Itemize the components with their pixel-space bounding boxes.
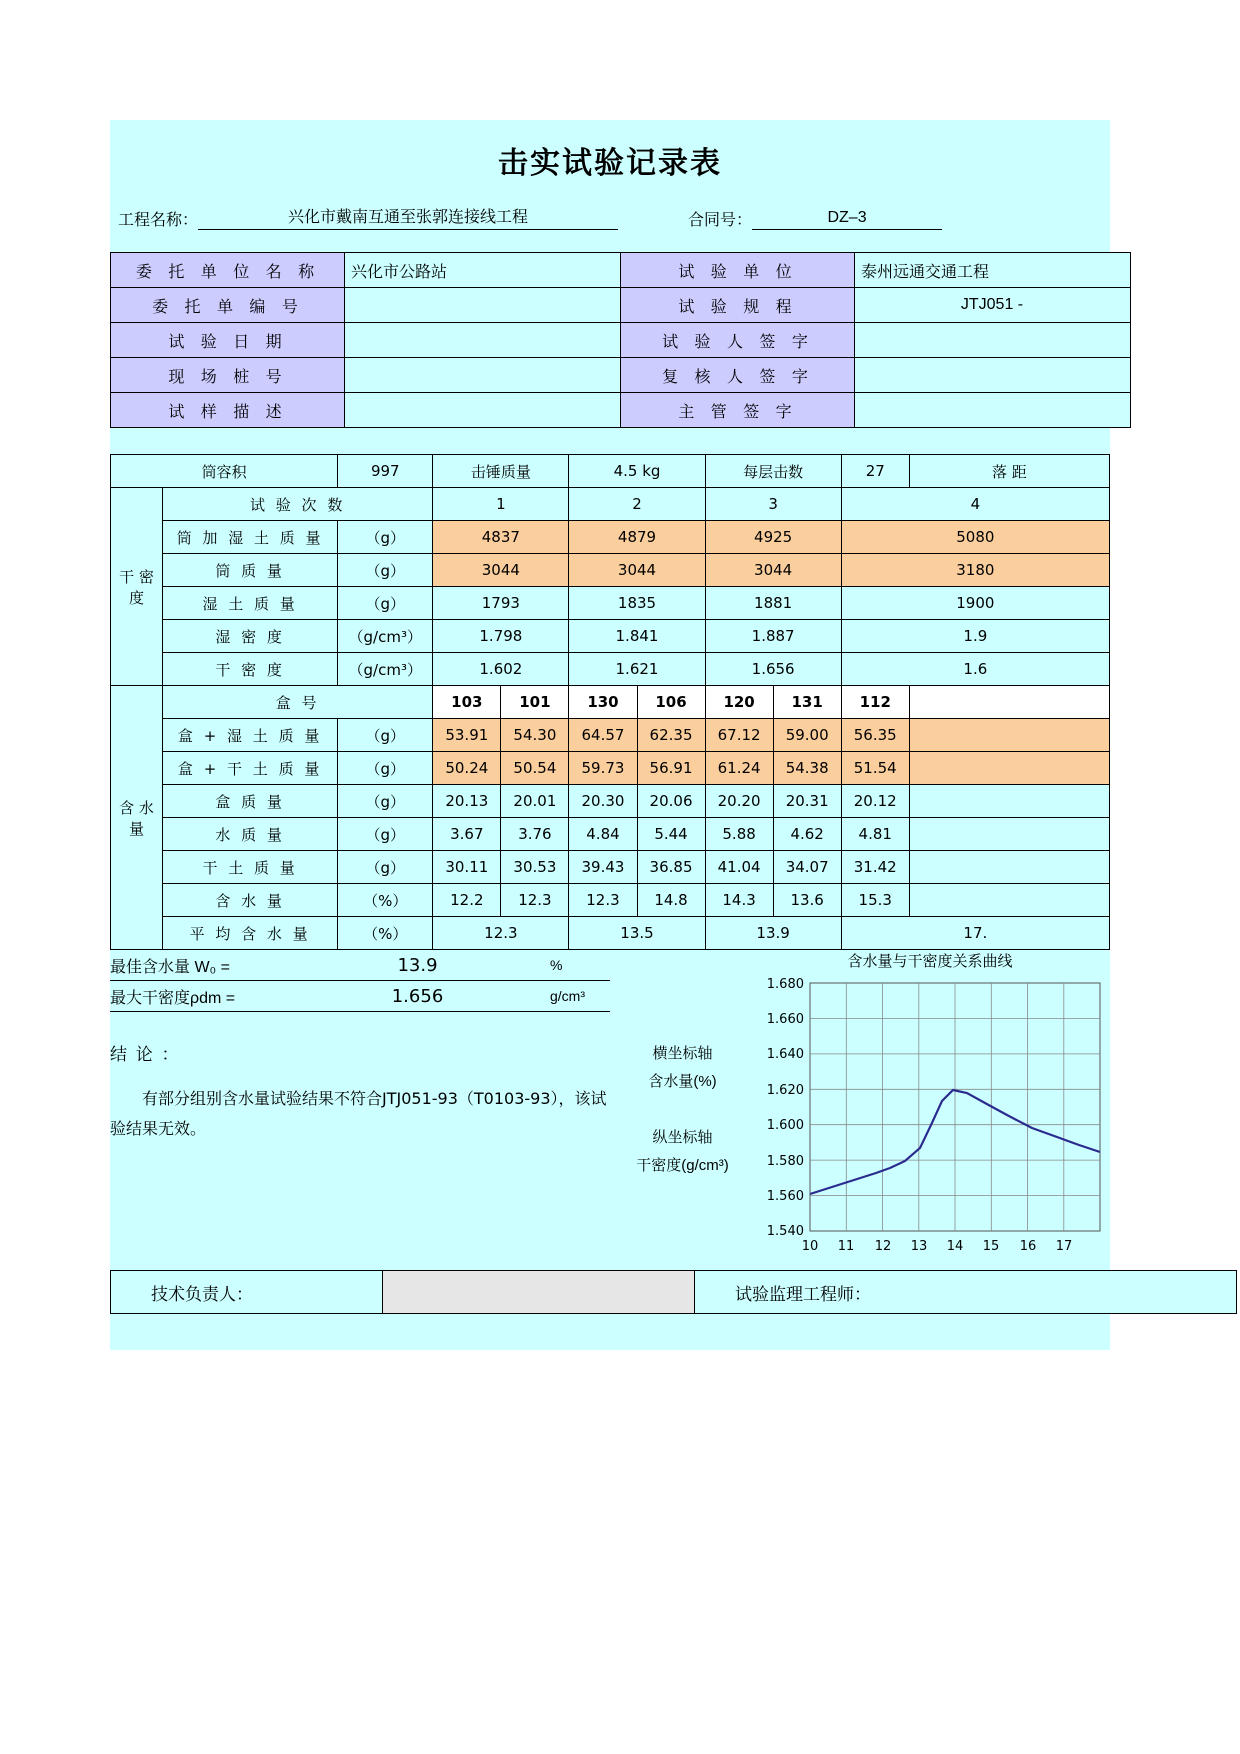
cell-value: 34.07 [773, 851, 841, 884]
cell-value: 5.44 [637, 818, 705, 851]
params-row [111, 455, 1110, 488]
test-3: 3 [705, 488, 841, 521]
cell-value[interactable]: 20.31 [773, 785, 841, 818]
results-area [110, 950, 1110, 1270]
info-label-10: 主 管 签 字 [621, 393, 855, 428]
row-label-cyl-mass: 筒 质 量 [163, 554, 338, 587]
svg-text:1.680: 1.680 [766, 977, 804, 992]
cell-value-empty [909, 851, 1109, 884]
chart-container [750, 950, 1110, 1260]
svg-text:1.580: 1.580 [766, 1154, 804, 1169]
cell-value[interactable]: 59.00 [773, 719, 841, 752]
svg-text:1.620: 1.620 [766, 1083, 804, 1098]
cell-value: 1.621 [569, 653, 705, 686]
info-value-7[interactable] [345, 358, 621, 393]
cell-value[interactable]: 20.12 [841, 785, 909, 818]
test-4: 4 [841, 488, 1109, 521]
box-number: 112 [841, 686, 909, 719]
svg-text:11: 11 [837, 1239, 855, 1254]
blows-value[interactable]: 27 [841, 455, 909, 488]
average-value: 13.9 [705, 917, 841, 950]
svg-text:15: 15 [982, 1239, 1000, 1254]
info-label-7: 现 场 桩 号 [111, 358, 345, 393]
row-label-dry-density: 干 密 度 [163, 653, 338, 686]
optimum-moisture-label: 最佳含水量 W₀ = [110, 958, 230, 976]
cell-value[interactable]: 56.91 [637, 752, 705, 785]
cell-value: 4.84 [569, 818, 637, 851]
table-row [111, 884, 1110, 917]
cell-value-empty[interactable] [909, 719, 1109, 752]
table-row [111, 719, 1110, 752]
table-row [111, 521, 1110, 554]
row-label-box-wet: 盒 + 湿 土 质 量 [163, 719, 338, 752]
cell-value: 1835 [569, 587, 705, 620]
cell-value: 1793 [433, 587, 569, 620]
row-label-moisture: 含 水 量 [163, 884, 338, 917]
info-label-9: 试 样 描 述 [111, 393, 345, 428]
cell-value[interactable]: 59.73 [569, 752, 637, 785]
cell-value: 1.841 [569, 620, 705, 653]
cell-value[interactable]: 67.12 [705, 719, 773, 752]
svg-text:13: 13 [910, 1239, 928, 1254]
cell-value: 1.656 [705, 653, 841, 686]
cell-value: 12.3 [569, 884, 637, 917]
box-number-label: 盒 号 [163, 686, 433, 719]
row-unit-dry-soil: （g） [338, 851, 433, 884]
cell-value[interactable]: 50.54 [501, 752, 569, 785]
table-row [111, 253, 1131, 288]
cell-value: 3.67 [433, 818, 501, 851]
row-unit-box-dry: （g） [338, 752, 433, 785]
cell-value[interactable]: 50.24 [433, 752, 501, 785]
row-label-wet-cyl: 筒 加 湿 土 质 量 [163, 521, 338, 554]
row-unit-dry-density: （g/cm³） [338, 653, 433, 686]
blows-label: 每层击数 [705, 455, 841, 488]
cell-value[interactable]: 5080 [841, 521, 1109, 554]
table-row [111, 393, 1131, 428]
table-row [111, 323, 1131, 358]
header-line [110, 204, 1110, 230]
cell-value: 1.6 [841, 653, 1109, 686]
optimum-moisture-unit: % [550, 957, 563, 973]
cell-value: 39.43 [569, 851, 637, 884]
info-value-3[interactable] [345, 288, 621, 323]
cell-value: 1.9 [841, 620, 1109, 653]
row-unit-wet-density: （g/cm³） [338, 620, 433, 653]
info-value-4[interactable]: JTJ051 - [855, 288, 1131, 323]
table-row [111, 587, 1110, 620]
cell-value[interactable]: 4879 [569, 521, 705, 554]
test-count-row [111, 488, 1110, 521]
cell-value-empty [909, 818, 1109, 851]
info-label-6: 试 验 人 签 字 [621, 323, 855, 358]
cell-value: 1900 [841, 587, 1109, 620]
cell-value: 31.42 [841, 851, 909, 884]
cell-value[interactable]: 54.30 [501, 719, 569, 752]
cell-value[interactable]: 51.54 [841, 752, 909, 785]
row-unit-water-mass: （g） [338, 818, 433, 851]
cell-value: 4.62 [773, 818, 841, 851]
max-dry-density-value: 1.656 [391, 985, 444, 1007]
box-number: 101 [501, 686, 569, 719]
cell-value: 36.85 [637, 851, 705, 884]
info-value-6[interactable] [855, 323, 1131, 358]
svg-text:1.660: 1.660 [766, 1012, 804, 1027]
svg-text:16: 16 [1019, 1239, 1037, 1254]
axis-x-label: 横坐标轴 [652, 1045, 713, 1062]
conclusion-text: 有部分组别含水量试验结果不符合JTJ051-93（T0103-93），该试验结果无效。 [110, 1089, 607, 1138]
average-label: 平 均 含 水 量 [163, 917, 338, 950]
hammer-label: 击锤质量 [433, 455, 569, 488]
info-label-4: 试 验 规 程 [621, 288, 855, 323]
cell-value[interactable]: 4925 [705, 521, 841, 554]
cell-value: 30.53 [501, 851, 569, 884]
average-value: 13.5 [569, 917, 705, 950]
info-value-1[interactable]: 兴化市公路站 [345, 253, 621, 288]
test-1: 1 [433, 488, 569, 521]
cell-value[interactable]: 62.35 [637, 719, 705, 752]
info-value-9[interactable] [345, 393, 621, 428]
cell-value-empty [909, 884, 1109, 917]
cell-value: 3.76 [501, 818, 569, 851]
cell-value[interactable]: 3044 [433, 554, 569, 587]
average-value: 17. [841, 917, 1109, 950]
test-data-table [110, 454, 1110, 950]
info-value-2[interactable]: 泰州远通交通工程 [855, 253, 1131, 288]
density-side-label: 干 密 度 [111, 488, 163, 686]
cell-value[interactable]: 56.35 [841, 719, 909, 752]
cell-value[interactable]: 54.38 [773, 752, 841, 785]
svg-text:17: 17 [1055, 1239, 1073, 1254]
row-label-box-mass: 盒 质 量 [163, 785, 338, 818]
average-row [111, 917, 1110, 950]
average-value: 12.3 [433, 917, 569, 950]
row-unit-wet-cyl: （g） [338, 521, 433, 554]
row-unit-wet-soil: （g） [338, 587, 433, 620]
table-row [111, 554, 1110, 587]
table-row [111, 1271, 1237, 1314]
project-label: 工程名称： [118, 212, 199, 229]
max-dry-density-unit: g/cm³ [550, 988, 585, 1004]
svg-text:1.600: 1.600 [766, 1118, 804, 1133]
svg-text:12: 12 [874, 1239, 892, 1254]
row-unit-moisture: （%） [338, 884, 433, 917]
info-label-3: 委 托 单 编 号 [111, 288, 345, 323]
cell-value: 13.6 [773, 884, 841, 917]
box-number-row [111, 686, 1110, 719]
max-dry-density-label: 最大干密度ρdm = [110, 989, 236, 1007]
cell-value[interactable]: 3044 [569, 554, 705, 587]
row-unit-box-wet: （g） [338, 719, 433, 752]
info-value-10[interactable] [855, 393, 1131, 428]
optimum-moisture-line [110, 950, 610, 981]
cell-value[interactable]: 20.06 [637, 785, 705, 818]
tech-lead-value[interactable] [383, 1271, 695, 1314]
supervisor-label: 试验监理工程师： [695, 1271, 1237, 1314]
cell-value[interactable]: 20.01 [501, 785, 569, 818]
cell-value: 14.3 [705, 884, 773, 917]
info-label-1: 委 托 单 位 名 称 [111, 253, 345, 288]
cell-value: 1.602 [433, 653, 569, 686]
test-count-label: 试 验 次 数 [163, 488, 433, 521]
cell-value-empty[interactable] [909, 752, 1109, 785]
table-row [111, 358, 1131, 393]
cell-value: 4.81 [841, 818, 909, 851]
cell-value: 1881 [705, 587, 841, 620]
row-unit-box-mass: （g） [338, 785, 433, 818]
cell-value-empty[interactable] [909, 785, 1109, 818]
drop-label: 落 距 [909, 455, 1109, 488]
row-label-wet-density: 湿 密 度 [163, 620, 338, 653]
moisture-side-label: 含 水 量 [111, 686, 163, 950]
axis-x-name: 含水量(%) [648, 1073, 717, 1090]
cell-value[interactable]: 3044 [705, 554, 841, 587]
cell-value: 1.798 [433, 620, 569, 653]
optimum-moisture-value: 13.9 [397, 954, 438, 976]
cell-value: 14.8 [637, 884, 705, 917]
info-table [110, 252, 1131, 428]
cell-value[interactable]: 64.57 [569, 719, 637, 752]
project-value[interactable]: 兴化市戴南互通至张郭连接线工程 [198, 204, 618, 230]
cell-value: 12.3 [501, 884, 569, 917]
table-row [111, 785, 1110, 818]
conclusion-block [110, 1040, 610, 1144]
volume-label: 筒容积 [111, 455, 338, 488]
cell-value: 12.2 [433, 884, 501, 917]
hammer-value[interactable]: 4.5 kg [569, 455, 705, 488]
cell-value[interactable]: 61.24 [705, 752, 773, 785]
svg-text:1.560: 1.560 [766, 1189, 804, 1204]
volume-value[interactable]: 997 [338, 455, 433, 488]
test-2: 2 [569, 488, 705, 521]
cell-value: 1.887 [705, 620, 841, 653]
chart-title: 含水量与干密度关系曲线 [847, 953, 1013, 970]
svg-text:1.640: 1.640 [766, 1047, 804, 1062]
row-label-water-mass: 水 质 量 [163, 818, 338, 851]
table-row [111, 288, 1131, 323]
cell-value: 30.11 [433, 851, 501, 884]
table-row [111, 818, 1110, 851]
box-number: 106 [637, 686, 705, 719]
cell-value[interactable]: 20.30 [569, 785, 637, 818]
svg-text:10: 10 [801, 1239, 819, 1254]
cell-value: 41.04 [705, 851, 773, 884]
cell-value[interactable]: 4837 [433, 521, 569, 554]
cell-value[interactable]: 53.91 [433, 719, 501, 752]
axis-y-label: 纵坐标轴 [652, 1129, 713, 1146]
cell-value[interactable]: 3180 [841, 554, 1109, 587]
svg-text:1.540: 1.540 [766, 1224, 804, 1239]
cell-value: 15.3 [841, 884, 909, 917]
row-label-wet-soil: 湿 土 质 量 [163, 587, 338, 620]
axis-note [615, 1040, 750, 1180]
box-number: 103 [433, 686, 501, 719]
table-row [111, 851, 1110, 884]
footer-table [110, 1270, 1237, 1314]
row-label-box-dry: 盒 + 干 土 质 量 [163, 752, 338, 785]
axis-y-name: 干密度(g/cm³) [636, 1157, 729, 1174]
box-number: 130 [569, 686, 637, 719]
table-row [111, 752, 1110, 785]
svg-text:14: 14 [946, 1239, 964, 1254]
tech-lead-label: 技术负责人： [111, 1271, 383, 1314]
info-label-2: 试 验 单 位 [621, 253, 855, 288]
contract-label: 合同号： [688, 212, 753, 229]
table-row [111, 653, 1110, 686]
cell-value: 5.88 [705, 818, 773, 851]
table-row [111, 620, 1110, 653]
average-unit: （%） [338, 917, 433, 950]
moisture-density-curve-chart [750, 975, 1110, 1260]
box-number: 120 [705, 686, 773, 719]
info-value-5[interactable] [345, 323, 621, 358]
info-label-8: 复 核 人 签 字 [621, 358, 855, 393]
page-title: 击实试验记录表 [498, 146, 722, 181]
box-number-empty [909, 686, 1109, 719]
cell-value[interactable]: 20.13 [433, 785, 501, 818]
cell-value[interactable]: 20.20 [705, 785, 773, 818]
row-unit-cyl-mass: （g） [338, 554, 433, 587]
max-dry-density-line [110, 981, 610, 1012]
row-label-dry-soil: 干 土 质 量 [163, 851, 338, 884]
info-label-5: 试 验 日 期 [111, 323, 345, 358]
box-number: 131 [773, 686, 841, 719]
contract-value[interactable]: DZ–3 [752, 209, 942, 230]
info-value-8[interactable] [855, 358, 1131, 393]
conclusion-label: 结 论 ： [110, 1045, 181, 1064]
